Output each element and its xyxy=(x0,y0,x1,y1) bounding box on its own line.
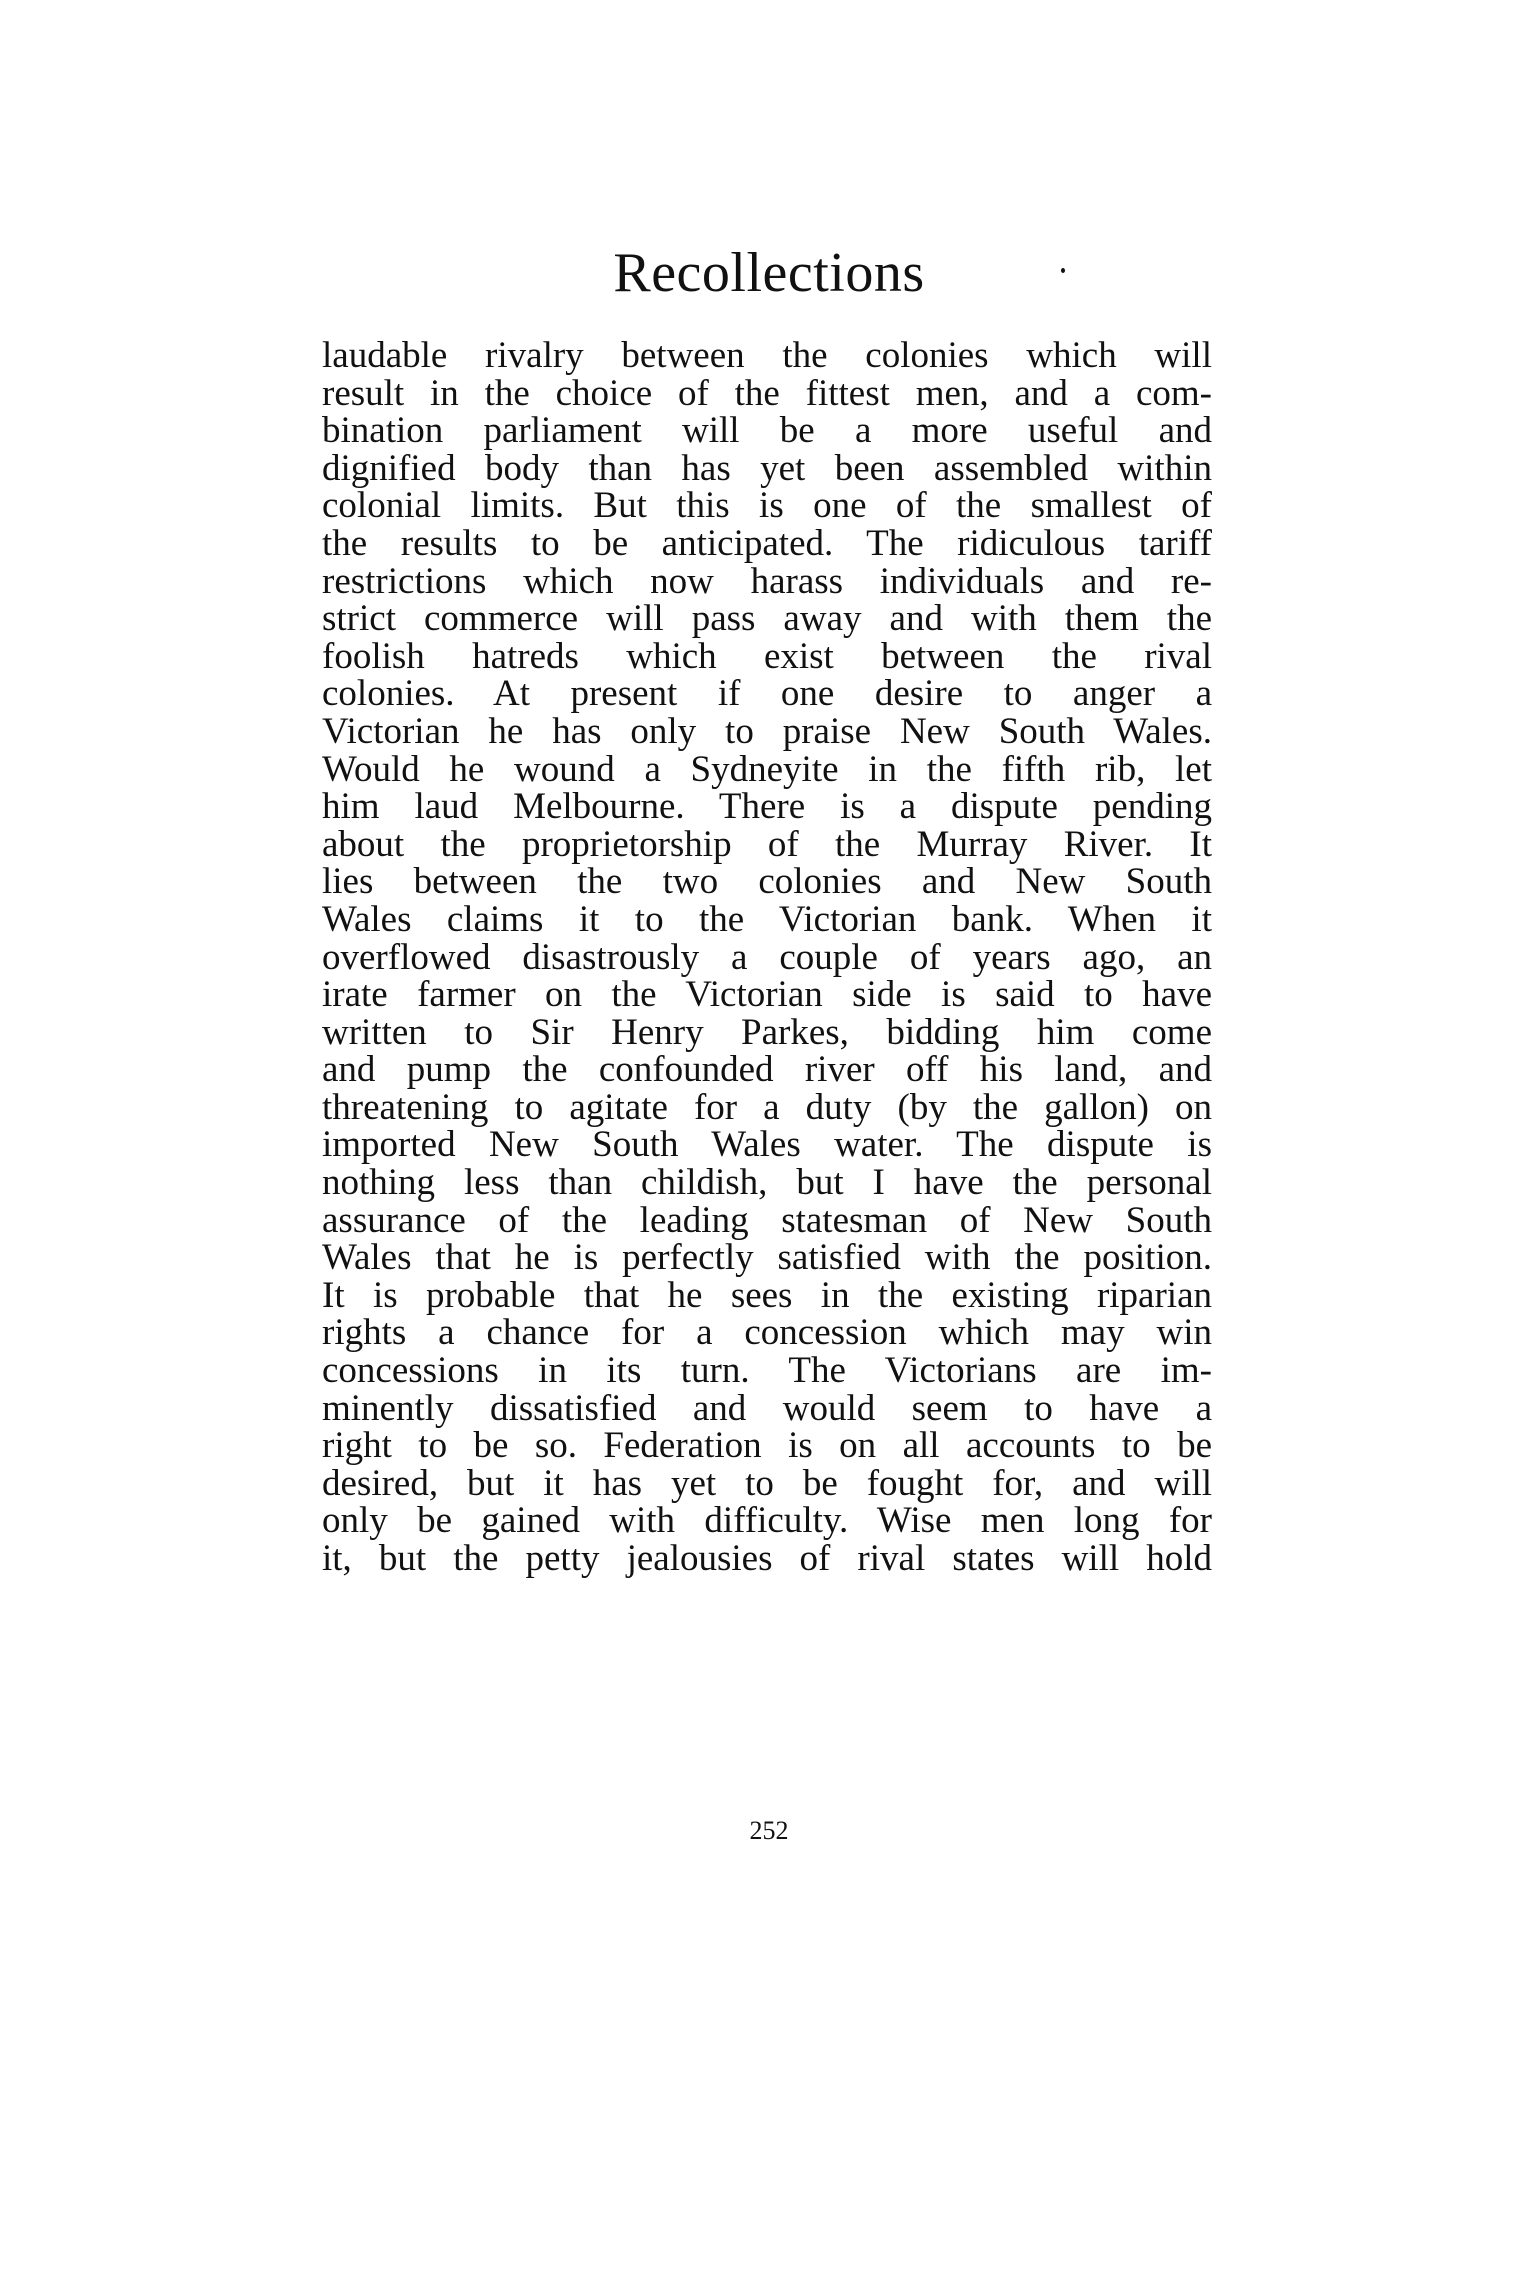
text-line: dignified body than has yet been assembled within xyxy=(322,447,1212,489)
body-text xyxy=(322,337,1212,1578)
text-line: about the proprietorship of the Murray River. It xyxy=(322,823,1212,865)
text-line: It is probable that he sees in the existing riparian xyxy=(322,1274,1212,1316)
text-line: the results to be anticipated. The ridiculous tariff xyxy=(322,522,1212,564)
text-line: him laud Melbourne. There is a dispute pending xyxy=(322,786,1212,828)
text-line: Would he wound a Sydneyite in the fifth rib, let xyxy=(322,748,1212,790)
text-line: irate farmer on the Victorian side is said to have xyxy=(322,974,1212,1016)
text-line: written to Sir Henry Parkes, bidding him come xyxy=(322,1011,1212,1053)
text-line: strict commerce will pass away and with them the xyxy=(322,598,1212,640)
text-line: right to be so. Federation is on all accounts to be xyxy=(322,1425,1212,1467)
text-line: Victorian he has only to praise New South Wales. xyxy=(322,710,1212,752)
text-line: concessions in its turn. The Victorians are im- xyxy=(322,1350,1212,1392)
text-line: laudable rivalry between the colonies which will xyxy=(322,335,1212,376)
text-line: foolish hatreds which exist between the rival xyxy=(322,635,1212,677)
text-line: colonial limits. But this is one of the smallest of xyxy=(322,485,1212,527)
ink-speck xyxy=(1061,268,1065,273)
text-line: colonies. At present if one desire to anger a xyxy=(322,673,1212,715)
text-line: imported New South Wales water. The dispute is xyxy=(322,1124,1212,1166)
page-number: 252 xyxy=(749,1816,789,1845)
text-line: result in the choice of the fittest men, and a com- xyxy=(322,372,1212,414)
text-line: it, but the petty jealousies of rival states will hold xyxy=(322,1538,1212,1579)
text-line: threatening to agitate for a duty (by the gallon) on xyxy=(322,1086,1212,1128)
text-line: minently dissatisfied and would seem to have a xyxy=(322,1387,1212,1429)
text-line: restrictions which now harass individuals and re- xyxy=(322,560,1212,602)
text-line: bination parliament will be a more useful and xyxy=(322,410,1212,452)
running-head: Recollections xyxy=(613,242,925,304)
text-line: lies between the two colonies and New South xyxy=(322,861,1212,903)
text-line: Wales claims it to the Victorian bank. When it xyxy=(322,898,1212,940)
text-line: overflowed disastrously a couple of years ago, an xyxy=(322,936,1212,978)
text-line: assurance of the leading statesman of New South xyxy=(322,1199,1212,1241)
text-line: nothing less than childish, but I have the personal xyxy=(322,1162,1212,1204)
text-line: only be gained with difficulty. Wise men long for xyxy=(322,1500,1212,1542)
text-line: desired, but it has yet to be fought for, and will xyxy=(322,1462,1212,1504)
text-line: rights a chance for a concession which may win xyxy=(322,1312,1212,1354)
text-line: Wales that he is perfectly satisfied with the position. xyxy=(322,1237,1212,1279)
text-line: and pump the confounded river off his land, and xyxy=(322,1049,1212,1091)
